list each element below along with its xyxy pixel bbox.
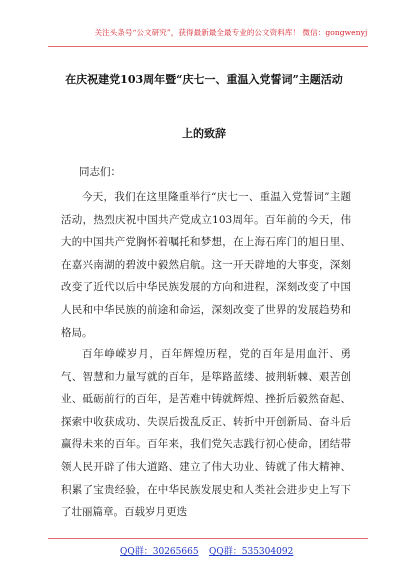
promo-banner: 关注头条号“公文研究”，获得最新最全最专业的公文资料库！ 微信：gongwenyj xyxy=(94,28,368,37)
footer-divider xyxy=(48,538,368,539)
salutation: 同志们： xyxy=(79,166,121,178)
footer-qq-group-right[interactable]: QQ群：535304092 xyxy=(209,547,294,557)
document-title-line-2: 上的致辞 xyxy=(182,127,226,140)
document-title-line-1: 在庆祝建党103周年暨“庆七一、重温入党誓词”主题活动 xyxy=(65,73,343,86)
footer-qq-group-left[interactable]: QQ群：30265665 xyxy=(120,547,199,557)
banner-divider xyxy=(48,46,368,47)
body-paragraph-2: 百年峥嵘岁月，百年辉煌历程，党的百年是用血汗、勇气、智慧和力量写就的百年，是筚路蓝缕、披荆斩棘、艰苦创业、砥砺前行的百年，是苦难中铸就辉煌、挫折后毅然奋起、探索中收获成功、失误后拨乱反正、转折中开创新局、奋斗后赢得未来的百年。百年来，我们党矢志践行初心使命，团结带领人民开辟了伟大道路、建立了伟大功业、铸就了伟大精神、积累了宝贵经验，在中华民族发展史和人类社会进步史上写下了壮丽篇章。百载岁月更迭 xyxy=(61,348,351,519)
body-paragraph-1: 今天，我们在这里隆重举行“庆七一、重温入党誓词”主题活动，热烈庆祝中国共产党成立103周年。百年前的今天，伟大的中国共产党胸怀着嘱托和梦想，在上海石库门的旭日里、在嘉兴南湖的碧波中毅然启航。这一开天辟地的大事变，深刻改变了近代以后中华民族发展的方向和进程，深刻改变了中国人民和中华民族的前途和命运，深刻改变了世界的发展趋势和格局。 xyxy=(61,191,351,339)
